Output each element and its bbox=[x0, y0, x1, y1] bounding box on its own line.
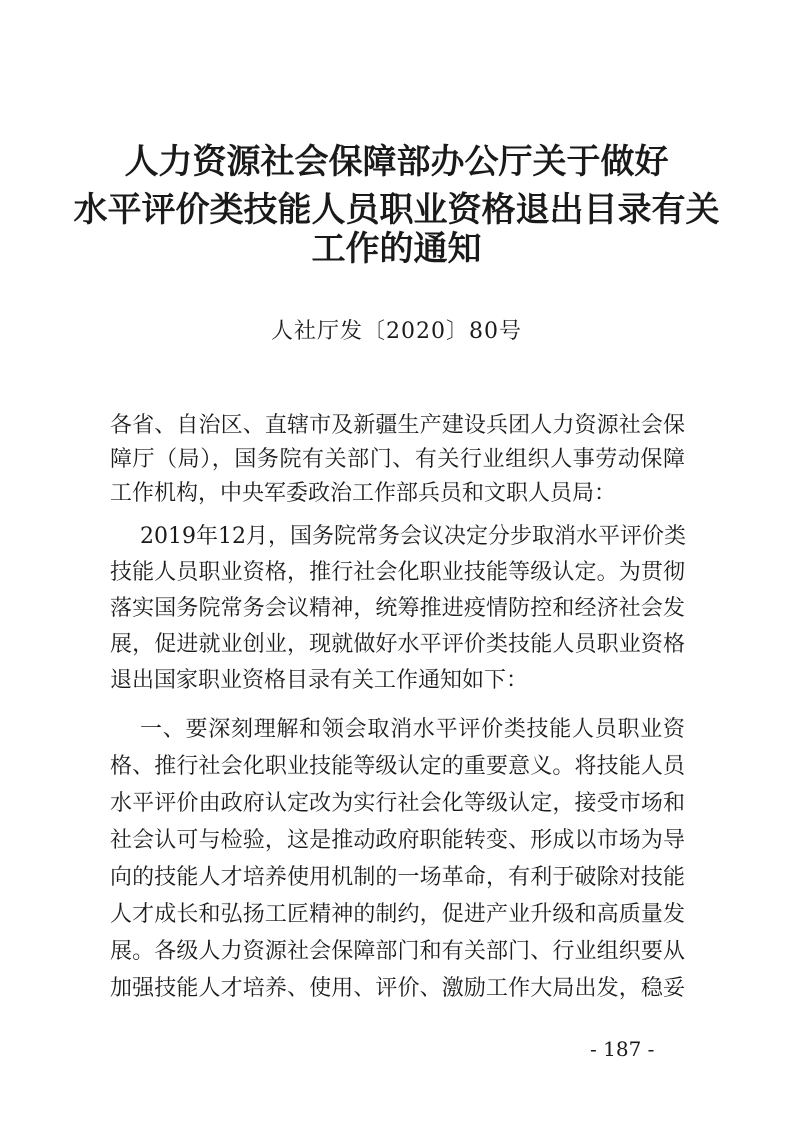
body-line: 向的技能人才培养使用机制的一场革命，有利于破除对技能 bbox=[110, 865, 685, 890]
document-number: 人社厅发〔2020〕80号 bbox=[271, 319, 522, 344]
body-line: 展，促进就业创业，现就做好水平评价类技能人员职业资格 bbox=[110, 632, 685, 657]
body-line: 社会认可与检验，这是推动政府职能转变、形成以市场为导 bbox=[110, 828, 685, 853]
body-line: 障厅（局），国务院有关部门、有关行业组织人事劳动保障 bbox=[110, 447, 685, 472]
body-line: 一、要深刻理解和领会取消水平评价类技能人员职业资 bbox=[140, 717, 685, 742]
body-line: 技能人员职业资格，推行社会化职业技能等级认定。为贯彻 bbox=[110, 560, 685, 585]
body-line: 落实国务院常务会议精神，统筹推进疫情防控和经济社会发 bbox=[110, 596, 685, 621]
body-line: 人才成长和弘扬工匠精神的制约，促进产业升级和高质量发 bbox=[110, 902, 685, 927]
body-line: 格、推行社会化职业技能等级认定的重要意义。将技能人员 bbox=[110, 754, 685, 779]
body-line: 加强技能人才培养、使用、评价、激励工作大局出发，稳妥 bbox=[110, 976, 685, 1001]
body-line: 退出国家职业资格目录有关工作通知如下： bbox=[110, 668, 529, 693]
body-line: 各省、自治区、直辖市及新疆生产建设兵团人力资源社会保 bbox=[110, 413, 685, 438]
body-line: 水平评价由政府认定改为实行社会化等级认定，接受市场和 bbox=[110, 791, 685, 816]
body-line: 展。各级人力资源社会保障部门和有关部门、行业组织要从 bbox=[110, 939, 685, 964]
document-title-line-3: 工作的通知 bbox=[311, 229, 482, 269]
body-line: 工作机构，中央军委政治工作部兵员和文职人员局： bbox=[110, 481, 617, 506]
body-line: 2019年12月，国务院常务会议决定分步取消水平评价类 bbox=[140, 524, 686, 549]
document-title-line-1: 人力资源社会保障部办公厅关于做好 bbox=[124, 142, 669, 182]
document-title-line-2: 水平评价类技能人员职业资格退出目录有关 bbox=[73, 190, 720, 230]
page-number: - 187 - bbox=[590, 1037, 655, 1061]
